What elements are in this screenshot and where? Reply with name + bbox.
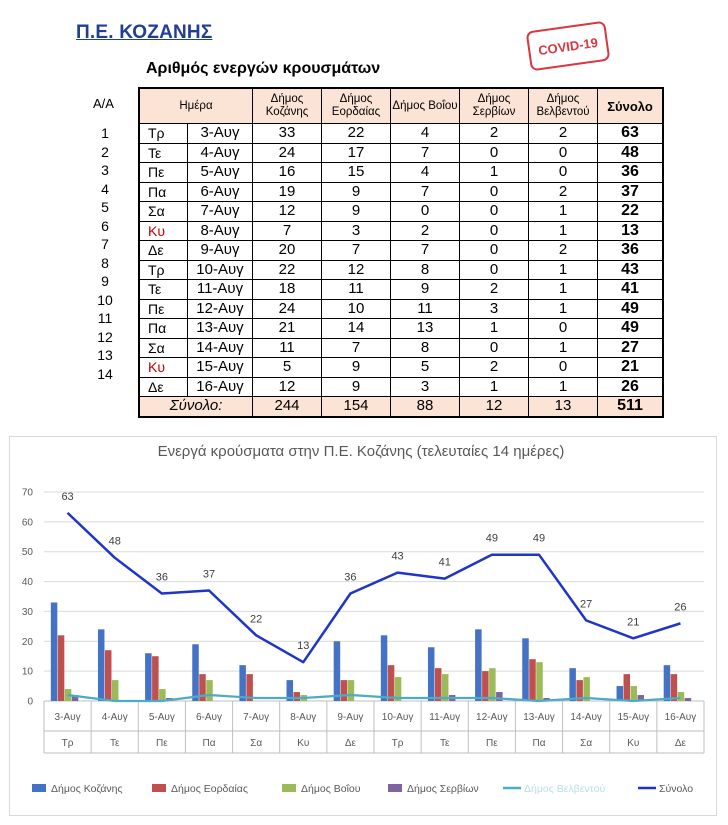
cell-day: Τρ: [139, 124, 187, 144]
data-label: 21: [627, 616, 640, 629]
bar-2: [529, 659, 536, 701]
y-tick-label: 70: [21, 487, 33, 499]
cell-total: 13: [598, 221, 664, 241]
aa-number: 2: [101, 143, 109, 160]
cell-kozani: 24: [253, 299, 322, 319]
cell-total: 37: [598, 182, 664, 202]
cell-date: 4-Αυγ: [187, 143, 252, 163]
y-tick-label: 0: [27, 696, 33, 708]
x-tick-label: 5-Αυγ: [148, 712, 175, 723]
cell-voio: 13: [391, 319, 460, 339]
cell-eordaia: 9: [322, 202, 391, 222]
chart-title: Ενεργά κρούσματα στην Π.Ε. Κοζάνης (τελευταίες 14 ημέρες): [157, 443, 565, 460]
cell-velvento: 0: [529, 358, 598, 378]
x-day-label: Δε: [674, 738, 686, 749]
legend-swatch: [152, 784, 166, 792]
bar-3: [489, 668, 496, 701]
cell-kozani: 11: [253, 338, 322, 358]
cell-total: 41: [598, 280, 664, 300]
bar-3: [536, 662, 543, 701]
x-day-label: Πε: [156, 738, 168, 749]
bar-1: [569, 668, 576, 701]
legend-label: Δήμος Κοζάνης: [51, 783, 123, 795]
series-line-2: [68, 513, 681, 662]
legend-label: Δήμος Σερβίων: [407, 783, 479, 795]
aa-number: 6: [101, 217, 109, 234]
cell-total: 48: [598, 143, 664, 163]
bar-2: [482, 671, 489, 701]
data-label: 43: [391, 550, 404, 563]
y-tick-label: 30: [21, 606, 33, 618]
aa-number: 10: [97, 291, 113, 308]
cell-kozani: 21: [253, 319, 322, 339]
x-tick-label: 4-Αυγ: [101, 712, 128, 723]
cell-eordaia: 22: [322, 124, 391, 144]
cell-day: Δε: [139, 377, 187, 397]
x-day-label: Τρ: [61, 738, 74, 749]
cell-day: Σα: [139, 202, 187, 222]
cell-velvento: 1: [529, 260, 598, 280]
cell-servia: 2: [460, 358, 529, 378]
cell-eordaia: 7: [322, 241, 391, 261]
data-label: 49: [485, 532, 498, 545]
x-day-label: Τρ: [391, 738, 404, 749]
header-kozani: Δήμος Κοζάνης: [253, 88, 322, 124]
cell-velvento: 1: [529, 377, 598, 397]
cell-eordaia: 14: [322, 319, 391, 339]
bar-1: [239, 665, 246, 701]
cell-eordaia: 9: [322, 358, 391, 378]
cell-velvento: 0: [529, 319, 598, 339]
cell-day: Πα: [139, 182, 187, 202]
cell-servia: 0: [460, 338, 529, 358]
bar-2: [624, 674, 631, 701]
cell-voio: 7: [391, 143, 460, 163]
bar-1: [522, 638, 529, 701]
y-tick-label: 60: [21, 517, 33, 529]
cell-day: Πε: [139, 299, 187, 319]
y-tick-label: 20: [21, 636, 33, 648]
cell-eordaia: 10: [322, 299, 391, 319]
cell-voio: 2: [391, 221, 460, 241]
cell-eordaia: 17: [322, 143, 391, 163]
cell-eordaia: 9: [322, 182, 391, 202]
legend-swatch: [32, 784, 46, 792]
x-tick-label: 8-Αυγ: [290, 712, 317, 723]
cell-voio: 7: [391, 182, 460, 202]
cell-kozani: 12: [253, 202, 322, 222]
cell-day: Τρ: [139, 260, 187, 280]
cell-total: 63: [598, 124, 664, 144]
cell-voio: 3: [391, 377, 460, 397]
cell-velvento: 2: [529, 124, 598, 144]
sum-label: Σύνολο:: [139, 397, 253, 417]
sum-kozani: 244: [253, 397, 322, 417]
legend-label: Σύνολο: [659, 783, 694, 795]
cell-servia: 0: [460, 182, 529, 202]
cell-voio: 4: [391, 163, 460, 183]
bar-1: [617, 686, 624, 701]
cell-kozani: 19: [253, 182, 322, 202]
cell-servia: 1: [460, 319, 529, 339]
x-day-label: Κυ: [627, 738, 640, 749]
data-label: 37: [202, 568, 216, 581]
bar-2: [671, 674, 678, 701]
aa-number: 11: [97, 310, 113, 326]
cell-kozani: 33: [253, 124, 322, 144]
x-tick-label: 3-Αυγ: [54, 712, 81, 723]
bar-1: [98, 629, 105, 701]
cell-voio: 8: [391, 338, 460, 358]
x-day-label: Πε: [486, 738, 498, 749]
cell-total: 27: [598, 338, 664, 358]
data-label: 48: [108, 535, 121, 548]
cell-servia: 0: [460, 143, 529, 163]
cell-eordaia: 15: [322, 163, 391, 183]
header-eordaia: Δήμος Εορδαίας: [322, 88, 391, 124]
cell-total: 49: [598, 299, 664, 319]
cell-day: Σα: [139, 338, 187, 358]
cell-voio: 0: [391, 202, 460, 222]
cell-kozani: 18: [253, 280, 322, 300]
cell-velvento: 2: [529, 241, 598, 261]
cell-day: Τε: [139, 143, 187, 163]
cell-total: 36: [598, 241, 664, 261]
x-day-label: Σα: [250, 738, 263, 749]
sum-servia: 12: [460, 397, 529, 417]
sum-velvento: 13: [529, 397, 598, 417]
cell-voio: 5: [391, 358, 460, 378]
bar-1: [334, 641, 341, 701]
header-total: Σύνολο: [598, 88, 664, 124]
cell-velvento: 1: [529, 202, 598, 222]
data-label: 36: [344, 571, 357, 584]
bar-2: [294, 692, 301, 701]
cell-servia: 2: [460, 124, 529, 144]
x-tick-label: 13-Αυγ: [523, 712, 555, 723]
bar-2: [388, 665, 395, 701]
cell-kozani: 5: [253, 358, 322, 378]
bar-1: [475, 629, 482, 701]
aa-number: 1: [101, 125, 109, 141]
x-tick-label: 10-Αυγ: [381, 712, 414, 723]
cell-servia: 1: [460, 163, 529, 183]
aa-header: Α/Α: [93, 96, 114, 111]
data-label: 49: [532, 532, 546, 545]
cell-voio: 9: [391, 280, 460, 300]
cell-eordaia: 9: [322, 377, 391, 397]
bar-2: [58, 635, 64, 701]
bar-3: [206, 680, 213, 701]
bar-3: [348, 680, 355, 701]
cell-voio: 7: [391, 241, 460, 261]
legend-swatch: [388, 784, 402, 792]
x-day-label: Δε: [344, 738, 356, 749]
cell-date: 6-Αυγ: [187, 182, 252, 202]
cell-date: 13-Αυγ: [187, 319, 252, 339]
sum-voio: 88: [391, 397, 460, 417]
bar-3: [159, 689, 166, 701]
header-velvento: Δήμος Βελβεντού: [529, 88, 598, 124]
data-label: 41: [438, 556, 451, 569]
cell-kozani: 7: [253, 221, 322, 241]
data-label: 26: [674, 601, 687, 614]
cell-velvento: 1: [529, 280, 598, 300]
x-tick-label: 7-Αυγ: [243, 712, 270, 723]
legend-swatch: [282, 784, 296, 792]
x-tick-label: 14-Αυγ: [570, 712, 602, 723]
aa-number: 13: [97, 347, 113, 363]
data-label: 13: [297, 640, 310, 653]
x-tick-label: 11-Αυγ: [429, 712, 461, 723]
cell-date: 14-Αυγ: [187, 338, 252, 358]
bar-4: [685, 698, 692, 701]
x-day-label: Πα: [202, 738, 216, 749]
x-day-label: Κυ: [297, 738, 310, 749]
covid-stamp-text: COVID-19: [537, 34, 599, 58]
x-day-label: Τε: [109, 738, 120, 749]
sum-total: 511: [598, 397, 664, 417]
page-title: Π.Ε. ΚΟΖΑΝΗΣ: [76, 22, 213, 43]
cell-day: Δε: [139, 241, 187, 261]
cell-servia: 0: [460, 241, 529, 261]
header-servia: Δήμος Σερβίων: [460, 88, 529, 124]
cell-date: 9-Αυγ: [187, 241, 252, 261]
cell-total: 49: [598, 319, 664, 339]
x-tick-label: 6-Αυγ: [195, 712, 223, 723]
y-tick-label: 10: [21, 666, 33, 678]
cell-day: Πα: [139, 319, 187, 339]
cell-total: 36: [598, 163, 664, 183]
data-label: 22: [250, 613, 263, 626]
x-day-label: Τε: [439, 738, 450, 749]
aa-number: 9: [101, 273, 109, 289]
cell-velvento: 1: [529, 221, 598, 241]
data-label: 63: [61, 490, 74, 503]
cell-velvento: 1: [529, 299, 598, 319]
x-tick-label: 9-Αυγ: [337, 712, 364, 723]
bar-1: [381, 635, 388, 701]
cell-eordaia: 7: [322, 338, 391, 358]
x-tick-label: 16-Αυγ: [664, 712, 697, 723]
cell-voio: 11: [391, 299, 460, 319]
data-label: 36: [155, 571, 168, 584]
y-tick-label: 50: [21, 547, 33, 559]
x-tick-label: 12-Αυγ: [476, 712, 508, 723]
cell-servia: 0: [460, 221, 529, 241]
table-subtitle: Αριθμός ενεργών κρουσμάτων: [146, 60, 381, 77]
cell-date: 5-Αυγ: [187, 163, 252, 183]
x-day-label: Πα: [532, 738, 546, 749]
bar-2: [152, 656, 159, 701]
cell-velvento: 1: [529, 338, 598, 358]
cell-voio: 8: [391, 260, 460, 280]
cell-total: 26: [598, 377, 664, 397]
header-voio: Δήμος Βοΐου: [391, 88, 460, 124]
cell-servia: 3: [460, 299, 529, 319]
bar-2: [341, 680, 348, 701]
y-tick-label: 40: [21, 577, 33, 589]
cell-eordaia: 3: [322, 221, 391, 241]
cell-kozani: 12: [253, 377, 322, 397]
aa-number: 8: [101, 254, 109, 271]
cell-velvento: 2: [529, 182, 598, 202]
cell-date: 11-Αυγ: [187, 280, 252, 300]
cell-servia: 0: [460, 260, 529, 280]
cell-total: 43: [598, 260, 664, 280]
cell-servia: 1: [460, 377, 529, 397]
cell-kozani: 20: [253, 241, 322, 261]
cell-date: 12-Αυγ: [187, 299, 252, 319]
cell-kozani: 24: [253, 143, 322, 163]
cell-date: 8-Αυγ: [187, 221, 252, 241]
cell-date: 15-Αυγ: [187, 358, 252, 378]
x-day-label: Σα: [580, 738, 593, 749]
sum-eordaia: 154: [322, 397, 391, 417]
header-day: Ημέρα: [139, 88, 253, 124]
cell-day: Κυ: [139, 358, 187, 378]
cell-servia: 0: [460, 202, 529, 222]
aa-number: 12: [97, 328, 113, 345]
cell-date: 3-Αυγ: [187, 124, 252, 144]
aa-number: 4: [101, 180, 109, 197]
cell-day: Πε: [139, 163, 187, 183]
aa-number: 5: [101, 199, 109, 215]
cell-eordaia: 12: [322, 260, 391, 280]
cell-servia: 2: [460, 280, 529, 300]
cell-eordaia: 11: [322, 280, 391, 300]
aa-number: 14: [97, 365, 113, 382]
bar-1: [192, 644, 199, 701]
x-tick-label: 15-Αυγ: [617, 712, 650, 723]
cell-velvento: 0: [529, 143, 598, 163]
data-label: 27: [580, 598, 593, 611]
bar-2: [435, 668, 442, 701]
bar-3: [112, 680, 119, 701]
cell-velvento: 0: [529, 163, 598, 183]
bar-1: [51, 602, 58, 701]
cell-kozani: 16: [253, 163, 322, 183]
cell-date: 10-Αυγ: [187, 260, 252, 280]
legend-label: Δήμος Εορδαίας: [171, 783, 248, 795]
cell-date: 16-Αυγ: [187, 377, 252, 397]
cell-day: Κυ: [139, 221, 187, 241]
bar-1: [428, 647, 435, 701]
bar-1: [145, 653, 152, 701]
aa-number: 7: [101, 236, 109, 252]
cell-date: 7-Αυγ: [187, 202, 252, 222]
cell-total: 21: [598, 358, 664, 378]
bar-2: [105, 650, 112, 701]
cell-day: Τε: [139, 280, 187, 300]
cell-kozani: 22: [253, 260, 322, 280]
bar-1: [664, 665, 671, 701]
cell-total: 22: [598, 202, 664, 222]
legend-label: Δήμος Βοΐου: [301, 783, 361, 795]
bar-3: [631, 686, 638, 701]
bar-3: [678, 692, 685, 701]
legend-label: Δήμος Βελβεντού: [524, 783, 606, 795]
cell-voio: 4: [391, 124, 460, 144]
aa-number: 3: [101, 162, 109, 178]
